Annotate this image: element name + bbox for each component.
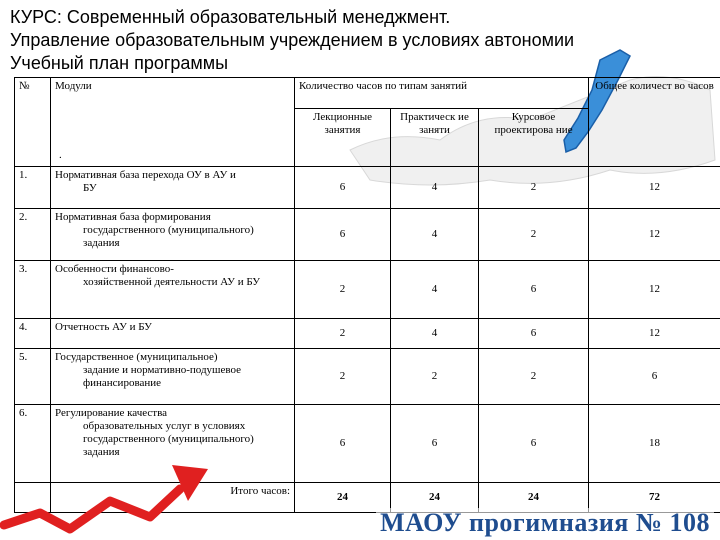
total-course: 24: [479, 483, 589, 513]
header-lecture: Лекционные занятия: [295, 109, 391, 167]
row-module-rest: государственного (муниципального) задания: [83, 224, 254, 249]
row-module-first: Особенности финансово-: [55, 263, 174, 275]
row-practice: 2: [391, 349, 479, 405]
row-total: 6: [589, 349, 720, 405]
row-total: 12: [589, 319, 720, 349]
row-number: 3.: [15, 261, 51, 319]
table-row: [15, 209, 720, 261]
row-course: 6: [479, 319, 589, 349]
row-course: 6: [479, 405, 589, 483]
row-lecture: 2: [295, 319, 391, 349]
row-number: 6.: [15, 405, 51, 483]
title-line-1: КУРС: Современный образовательный менеджмент.: [10, 7, 451, 27]
row-module-first: Регулирование качества: [55, 407, 168, 419]
row-lecture: 6: [295, 167, 391, 209]
title-line-3: Учебный план программы: [10, 53, 229, 73]
row-number: 2.: [15, 209, 51, 261]
row-module: [51, 349, 295, 405]
row-module-first: Государственное (муниципальное): [55, 351, 218, 363]
row-course: 2: [479, 167, 589, 209]
row-course: 6: [479, 261, 589, 319]
row-module-rest: образовательных услуг в условиях государственного (муниципального) задания: [83, 420, 254, 458]
header-modules-dot: .: [59, 149, 62, 161]
row-practice: 6: [391, 405, 479, 483]
page-title: [10, 6, 720, 75]
title-line-2: Управление образовательным учреждением в условиях автономии: [10, 30, 575, 50]
row-course: 2: [479, 209, 589, 261]
row-total: 12: [589, 209, 720, 261]
row-module-first: Нормативная база перехода ОУ в АУ и: [55, 169, 236, 181]
row-module: [51, 209, 295, 261]
header-modules: [51, 78, 295, 167]
row-lecture: 2: [295, 261, 391, 319]
row-lecture: 6: [295, 405, 391, 483]
row-number: 1.: [15, 167, 51, 209]
row-practice: 4: [391, 209, 479, 261]
table-row: [15, 319, 720, 349]
row-practice: 4: [391, 167, 479, 209]
header-hours-group: Количество часов по типам занятий: [295, 78, 589, 109]
row-number: 5.: [15, 349, 51, 405]
row-practice: 4: [391, 261, 479, 319]
row-total: 12: [589, 261, 720, 319]
table-row: [15, 167, 720, 209]
row-module-first: Отчетность АУ и БУ: [55, 321, 152, 333]
growth-arrow-image: [0, 425, 240, 540]
row-module-rest: задание и нормативно-подушевое финансирование: [83, 364, 242, 389]
table-header-row: [15, 78, 720, 109]
total-lecture: 24: [295, 483, 391, 513]
row-total: 18: [589, 405, 720, 483]
row-module-rest: хозяйственной деятельности АУ и БУ: [83, 276, 261, 288]
row-module: [51, 261, 295, 319]
table-row: [15, 261, 720, 319]
total-label: Итого часов:: [51, 483, 295, 513]
row-number: 4.: [15, 319, 51, 349]
total-practice: 24: [391, 483, 479, 513]
row-lecture: 2: [295, 349, 391, 405]
footer-brand-logo: МАОУ прогимназия № 108: [376, 508, 714, 538]
row-module: [51, 167, 295, 209]
header-modules-label: Модули: [55, 80, 92, 92]
header-practice: Практическ ие заняти: [391, 109, 479, 167]
row-lecture: 6: [295, 209, 391, 261]
row-total: 12: [589, 167, 720, 209]
row-practice: 4: [391, 319, 479, 349]
header-num: №: [15, 78, 51, 167]
header-course: Курсовое проектирова ние: [479, 109, 589, 167]
row-module-rest: БУ: [83, 182, 97, 194]
table-row: [15, 349, 720, 405]
total-total: 72: [589, 483, 720, 513]
row-module: [51, 319, 295, 349]
header-total: Общее количест во часов: [589, 78, 720, 167]
row-course: 2: [479, 349, 589, 405]
row-module-first: Нормативная база формирования: [55, 211, 211, 223]
